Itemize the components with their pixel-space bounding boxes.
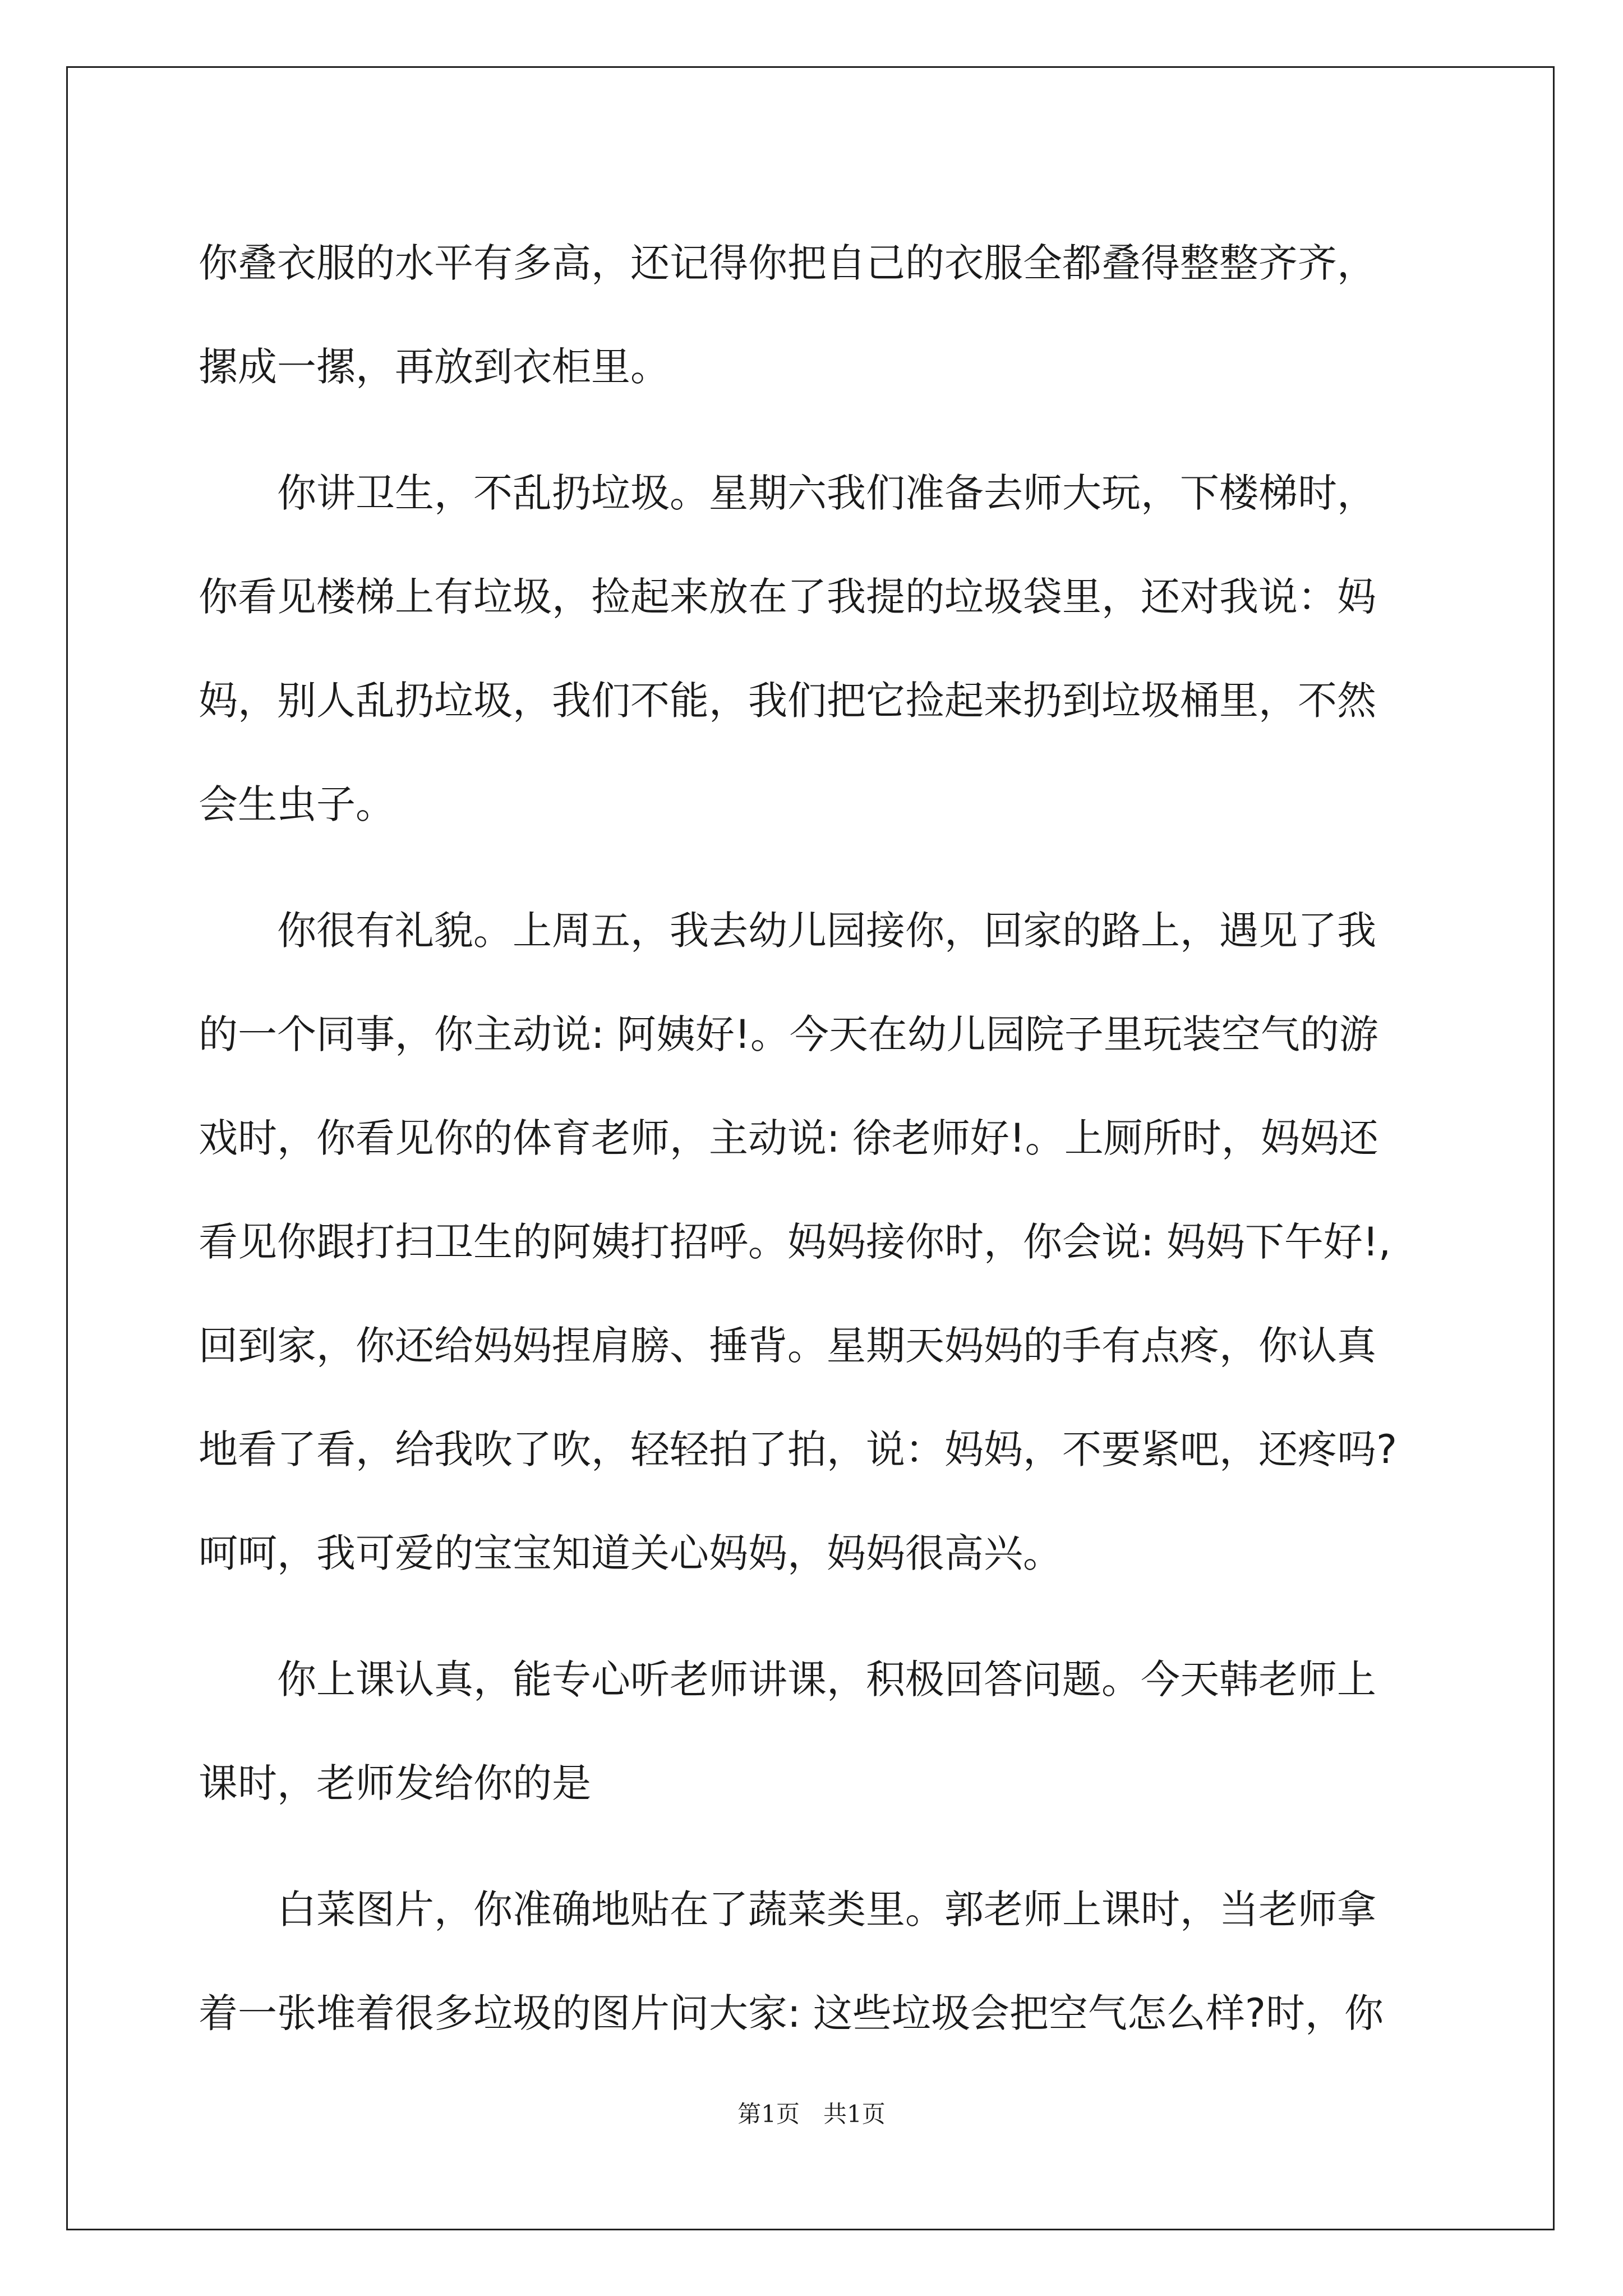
text-line: 回到家，你还给妈妈捏肩膀、捶背。星期天妈妈的手有点疼，你认真 (199, 1323, 1376, 1369)
text-line: 白菜图片，你准确地贴在了蔬菜类里。郭老师上课时，当老师拿 (199, 1887, 1376, 1932)
text-line: 着一张堆着很多垃圾的图片问大家: 这些垃圾会把空气怎么样?时，你 (199, 1990, 1384, 2036)
text-line: 你上课认真，能专心听老师讲课，积极回答问题。今天韩老师上 (199, 1657, 1376, 1703)
text-line: 会生虫子。 (199, 781, 395, 827)
text-line: 你讲卫生，不乱扔垃圾。星期六我们准备去师大玩，下楼梯时， (199, 470, 1376, 516)
text-line: 地看了看，给我吹了吹，轻轻拍了拍，说：妈妈，不要紧吧，还疼吗? (199, 1427, 1398, 1473)
text-line: 的一个同事，你主动说: 阿姨好!。今天在幼儿园院子里玩装空气的游 (199, 1011, 1378, 1057)
text-line: 你看见楼梯上有垃圾，捡起来放在了我提的垃圾袋里，还对我说：妈 (199, 574, 1376, 620)
text-line: 看见你跟打扫卫生的阿姨打招呼。妈妈接你时，你会说: 妈妈下午好!, (199, 1219, 1391, 1265)
text-line: 课时，老师发给你的是 (199, 1760, 591, 1806)
text-line: 戏时，你看见你的体育老师，主动说: 徐老师好!。上厕所时，妈妈还 (199, 1115, 1378, 1161)
page-footer: 第1页 共1页 (737, 2100, 886, 2128)
text-line: 你很有礼貌。上周五，我去幼儿园接你，回家的路上，遇见了我 (199, 908, 1376, 954)
text-line: 摞成一摞，再放到衣柜里。 (199, 344, 670, 390)
text-line: 你叠衣服的水平有多高，还记得你把自己的衣服全都叠得整整齐齐， (199, 240, 1376, 286)
text-line: 妈，别人乱扔垃圾，我们不能，我们把它捡起来扔到垃圾桶里，不然 (199, 678, 1376, 724)
document-body (199, 211, 1460, 2065)
text-line: 呵呵，我可爱的宝宝知道关心妈妈，妈妈很高兴。 (199, 1530, 1062, 1576)
